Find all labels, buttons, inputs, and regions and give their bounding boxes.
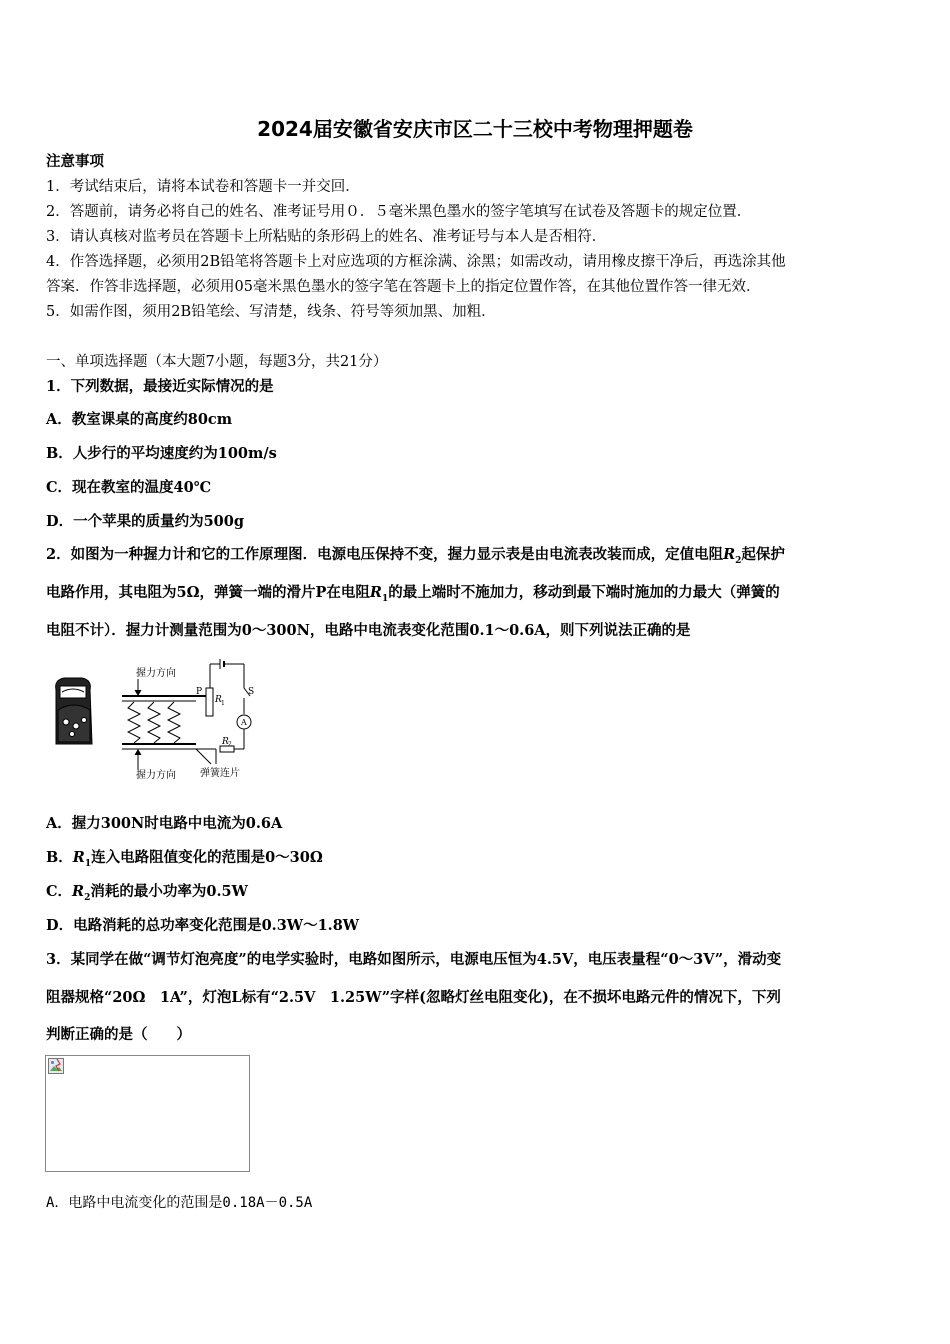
q1-option-a: A．教室课桌的高度约80cm <box>46 411 233 428</box>
q2-option-c-text: 消耗的最小功率为0.5W <box>90 883 248 900</box>
q2-line-2-tail: 的最上端时不施加力，移动到最下端时施加的力最大（弹簧的 <box>388 584 780 601</box>
q1-option-d: D．一个苹果的质量约为500g <box>46 513 244 530</box>
q2-option-b-sub: 1 <box>84 858 92 869</box>
q2-option-c <box>46 883 248 907</box>
notice-item-3: 3．请认真核对监考员在答题卡上所粘贴的条形码上的姓名、准考证号与本人是否相符． <box>46 229 607 245</box>
q2-line-2-text: 电路作用，其电阻为5Ω，弹簧一端的滑片P在电阻 <box>46 584 370 601</box>
label-r2-sub: 2 <box>228 741 232 748</box>
q2-line-2 <box>46 584 780 608</box>
q2-option-b <box>46 849 323 873</box>
label-grip-bottom: 握力方向 <box>136 770 176 781</box>
q2-option-c-sub: 2 <box>84 892 91 903</box>
notice-item-1: 1．考试结束后，请将本试卷和答题卡一并交回． <box>46 179 360 195</box>
q2-option-b-prefix: B． <box>46 849 73 866</box>
notice-item-4: 4．作答选择题，必须用2B铅笔将答题卡上对应选项的方框涂满、涂黑；如需改动，请用橡皮擦干净后，再选涂其他 <box>46 254 786 270</box>
q2-line-1 <box>46 546 785 570</box>
q3-line-3: 判断正确的是（ ） <box>46 1026 191 1043</box>
q2-line-1-text: 2．如图为一种握力计和它的工作原理图．电源电压保持不变，握力显示表是由电流表改装而成，定值电阻 <box>46 546 724 563</box>
notice-heading: 注意事项 <box>46 153 104 170</box>
q1-option-c: C．现在教室的温度40℃ <box>46 479 212 496</box>
label-r1: R <box>215 695 222 705</box>
q2-option-a: A．握力300N时电路中电流为0.6A <box>46 815 283 832</box>
label-spring-plate: 弹簧连片 <box>200 768 240 779</box>
q2-option-b-symbol: R <box>72 849 85 866</box>
grip-dynamometer-figure <box>46 652 258 782</box>
label-grip-top: 握力方向 <box>136 668 176 679</box>
q3-option-a: A．电路中电流变化的范围是0.18A－0.5A <box>46 1195 313 1211</box>
q2-line-1-tail: 起保护 <box>741 546 785 563</box>
exam-title: 2024届安徽省安庆市区二十三校中考物理押题卷 <box>257 117 693 141</box>
q3-circuit-image-placeholder <box>45 1055 250 1172</box>
q3-line-2: 阻器规格“20Ω 1A”，灯泡L标有“2.5V 1.25W”字样(忽略灯丝电阻变化)，在不损坏电路元件的情况下，下列 <box>46 989 781 1006</box>
notice-item-2: 2．答题前，请务必将自己的姓名、准考证号用０．５毫米黑色墨水的签字笔填写在试卷及答题卡的规定位置． <box>46 204 752 220</box>
broken-image-icon <box>48 1058 64 1074</box>
r1-subscript: 1 <box>381 593 389 604</box>
r2-subscript: 2 <box>735 555 742 566</box>
q2-option-d: D．电路消耗的总功率变化范围是0.3W～1.8W <box>46 917 360 934</box>
label-ammeter-a: A <box>241 718 247 727</box>
label-slider-p: P <box>196 687 203 697</box>
q2-option-b-text: 连入电路阻值变化的范围是0～30Ω <box>91 849 323 866</box>
label-r1-sub: 1 <box>221 700 225 707</box>
grip-device-photo <box>56 678 92 744</box>
label-r2: R <box>222 737 229 747</box>
section-heading: 一、单项选择题（本大题7小题，每题3分，共21分） <box>46 354 388 370</box>
notice-item-4-cont: 答案．作答非选择题，必须用05毫米黑色墨水的签字笔在答题卡上的指定位置作答，在其他位置作答一律无效． <box>46 279 761 295</box>
r2-symbol: R <box>723 546 736 563</box>
q3-line-1: 3．某同学在做“调节灯泡亮度”的电学实验时，电路如图所示，电源电压恒为4.5V，电压表量程“0～3V”，滑动变 <box>46 951 782 968</box>
notice-item-5: 5．如需作图，须用2B铅笔绘、写清楚，线条、符号等须加黑、加粗． <box>46 304 496 320</box>
q1-stem: 1．下列数据，最接近实际情况的是 <box>46 378 274 395</box>
q2-line-3: 电阻不计）．握力计测量范围为0～300N，电路中电流表变化范围0.1～0.6A，则下列说法正确的是 <box>46 622 691 639</box>
q2-option-c-symbol: R <box>72 883 85 900</box>
q1-option-b: B．人步行的平均速度约为100m/s <box>46 445 277 462</box>
r1-symbol: R <box>369 584 382 601</box>
q2-option-c-prefix: C． <box>46 883 73 900</box>
label-switch-s: S <box>248 687 255 697</box>
